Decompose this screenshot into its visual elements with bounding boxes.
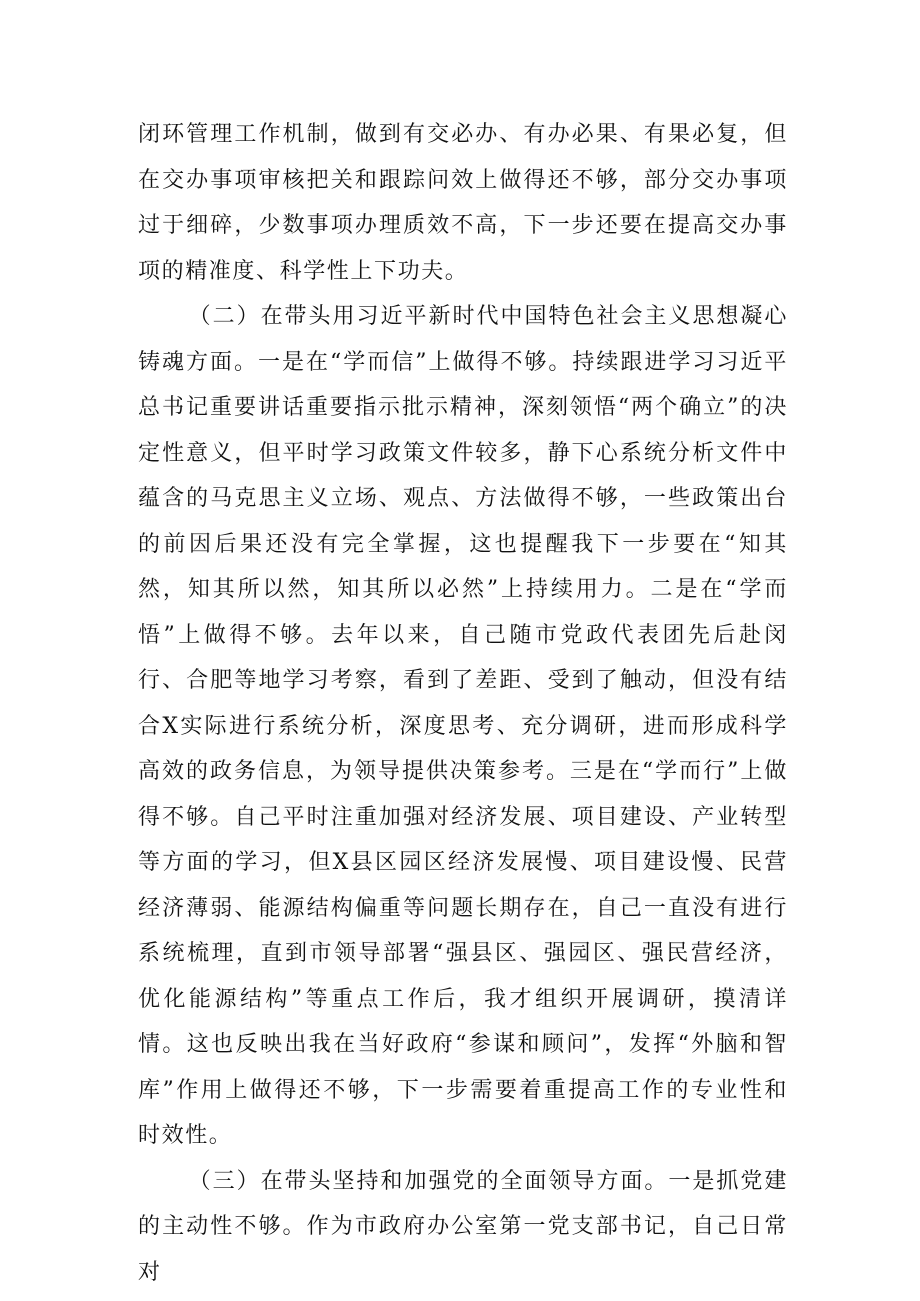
document-body (138, 112, 788, 1295)
paragraph-continuation: 闭环管理工作机制，做到有交必办、有办必果、有果必复，但在交办事项审核把关和跟踪问效上做得还不够，部分交办事项过于细碎，少数事项办理质效不高，下一步还要在提高交办事项的精准度、科学性上下功夫。 (138, 122, 788, 284)
paragraph-section-two: （二）在带头用习近平新时代中国特色社会主义思想凝心铸魂方面。一是在“学而信”上做得不够。持续跟进学习习近平总书记重要讲话重要指示批示精神，深刻领悟“两个确立”的决定性意义，但平时学习政策文件较多，静下心系统分析文件中蕴含的马克思主义立场、观点、方法做得不够，一些政策出台的前因后果还没有完全掌握，这也提醒我下一步要在“知其然，知其所以然，知其所以必然”上持续用力。二是在“学而悟”上做得不够。去年以来，自己随市党政代表团先后赴闵行、合肥等地学习考察，看到了差距、受到了触动，但没有结合X实际进行系统分析，深度思考、充分调研，进而形成科学高效的政务信息，为领导提供决策参考。三是在“学而行”上做得不够。自己平时注重加强对经济发展、项目建设、产业转型等方面的学习，但X县区园区经济发展慢、项目建设慢、民营经济薄弱、能源结构偏重等问题长期存在，自己一直没有进行系统梳理，直到市领导部署“强县区、强园区、强民营经济，优化能源结构”等重点工作后，我才组织开展调研，摸清详情。这也反映出我在当好政府“参谋和顾问”，发挥“外脑和智库”作用上做得还不够，下一步需要着重提高工作的专业性和时效性。 (138, 304, 788, 1148)
paragraph-section-three: （三）在带头坚持和加强党的全面领导方面。一是抓党建的主动性不够。作为市政府办公室第一党支部书记，自己日常对 (138, 1168, 788, 1285)
